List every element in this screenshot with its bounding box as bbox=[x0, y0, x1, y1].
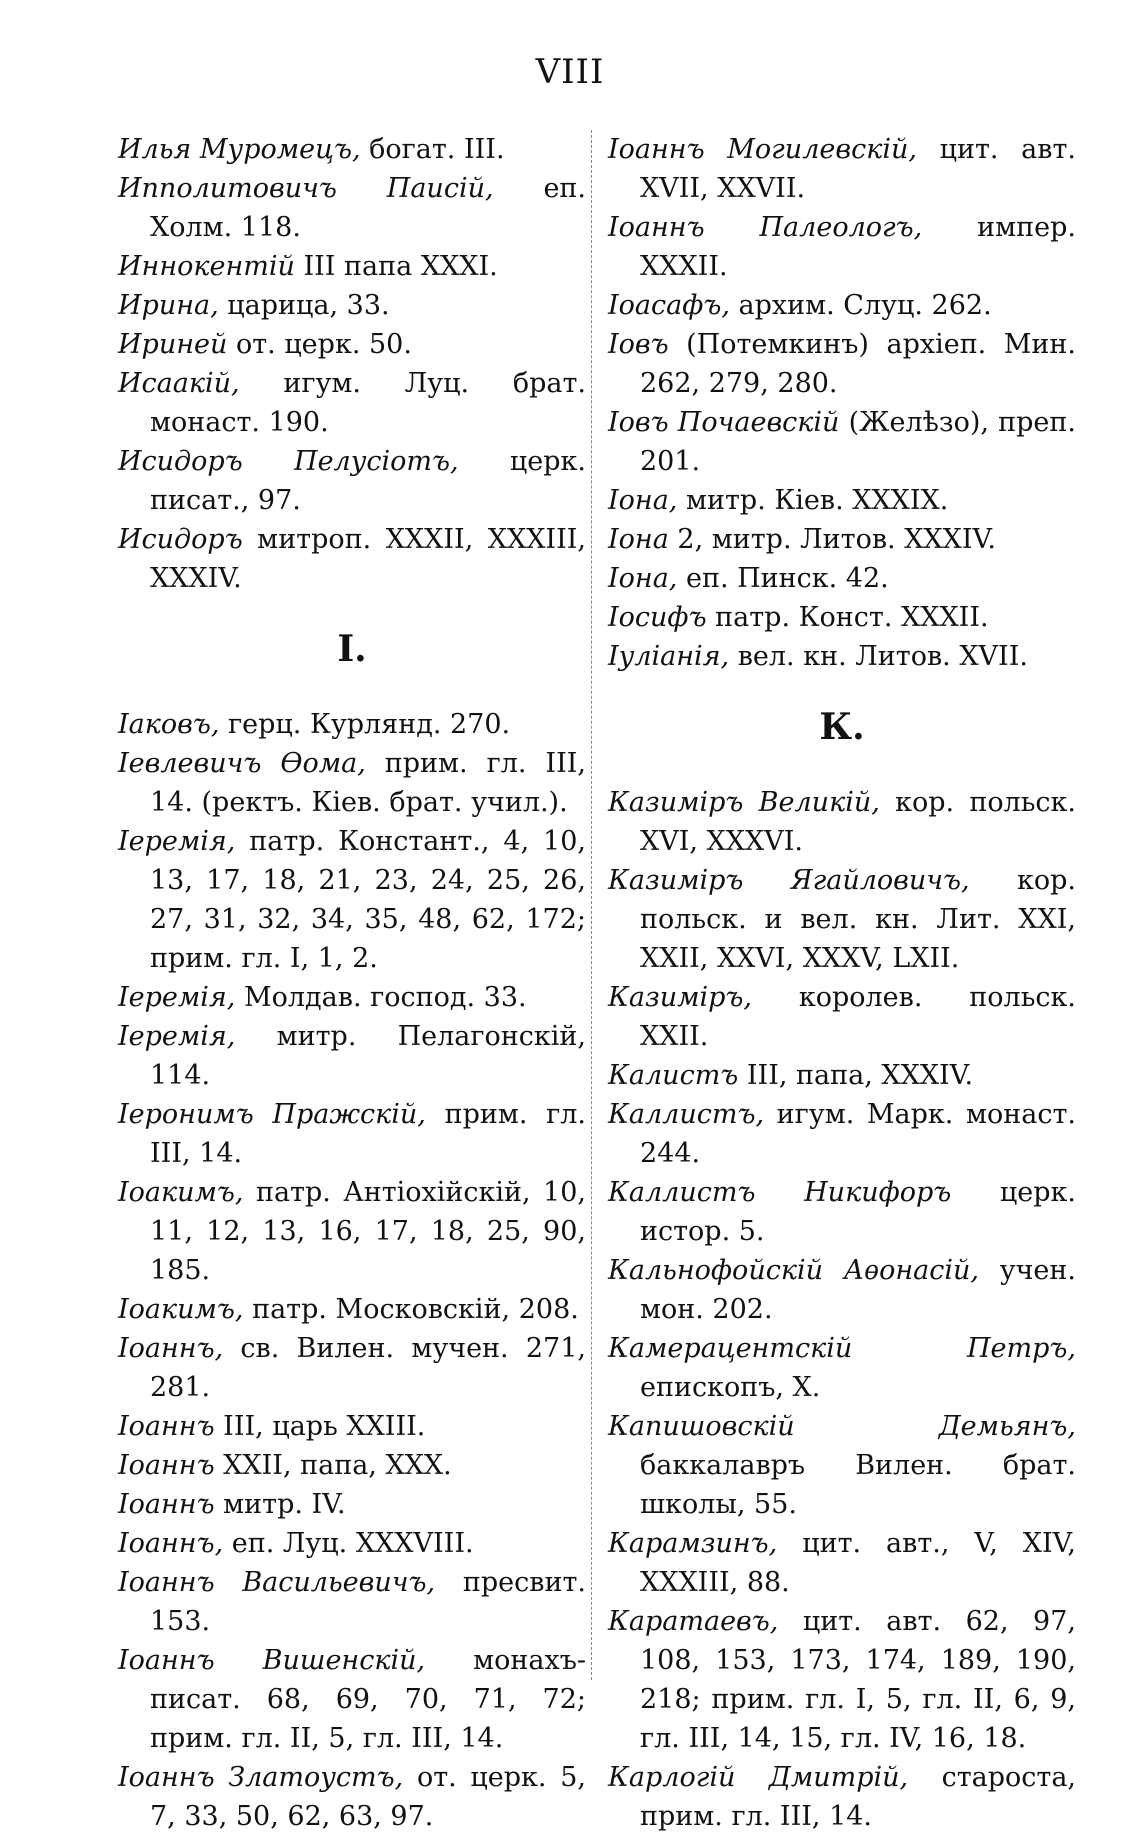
index-entry bbox=[118, 130, 586, 169]
index-entry bbox=[118, 1524, 586, 1563]
entry-references: игум. Луц. брат. монаст. 190. bbox=[150, 368, 586, 438]
entry-references: баккалавръ Вилен. брат. школы, 55. bbox=[640, 1450, 1076, 1520]
index-entry bbox=[118, 822, 586, 978]
entry-references: патр. Конст. XXXII. bbox=[706, 602, 989, 633]
entry-name: Казиміръ Ягайловичъ, bbox=[608, 865, 970, 896]
index-entry bbox=[118, 1446, 586, 1485]
entry-references: цит. авт. 62, 97, 108, 153, 173, 174, 189, 190, 218; прим. гл. I, 5, гл. II, 6, 9, гл. III, 14, 15, гл. IV, 16, 18. bbox=[640, 1606, 1076, 1754]
entry-name: Іеронимъ Пражскій, bbox=[118, 1099, 426, 1130]
entry-name: Іоаннъ bbox=[118, 1411, 215, 1442]
entry-references: пресвит. 153. bbox=[150, 1567, 586, 1637]
entry-references: королев. польск. XXII. bbox=[640, 982, 1076, 1052]
index-column-right bbox=[608, 130, 1076, 1836]
index-entry bbox=[608, 130, 1076, 208]
entry-name: Іоаннъ Могилевскій, bbox=[608, 134, 917, 165]
index-entry bbox=[118, 1563, 586, 1641]
entry-name: Іоаннъ, bbox=[118, 1333, 224, 1364]
entry-references: импер. XXXII. bbox=[640, 212, 1077, 282]
entry-references: XXII, папа, XXX. bbox=[214, 1450, 452, 1481]
entry-references: монахъ-писат. 68, 69, 70, 71, 72; прим. гл. II, 5, гл. III, 14. bbox=[150, 1645, 586, 1754]
index-entry bbox=[608, 208, 1076, 286]
entry-name: Каллистъ Никифоръ bbox=[608, 1177, 952, 1208]
entry-references: митр. Кіев. XXXIX. bbox=[677, 485, 949, 516]
entry-references: от. церк. 5, 7, 33, 50, 62, 63, 97. bbox=[150, 1762, 586, 1832]
entry-references: игум. Марк. монаст. 244. bbox=[640, 1099, 1076, 1169]
entry-name: Казиміръ, bbox=[608, 982, 752, 1013]
entry-name: Іеремія, bbox=[118, 1021, 236, 1052]
entry-name: Іоаннъ bbox=[118, 1489, 215, 1520]
entry-name: Іоаннъ bbox=[118, 1450, 215, 1481]
entry-references: еп. Холм. 118. bbox=[150, 173, 586, 243]
index-entry bbox=[608, 1407, 1076, 1524]
entry-references: (Желѣзо), преп. 201. bbox=[640, 407, 1076, 477]
index-entry bbox=[118, 364, 586, 442]
column-divider bbox=[591, 130, 592, 1680]
entry-references: еп. Пинск. 42. bbox=[677, 563, 889, 594]
entry-references: митр. IV. bbox=[214, 1489, 346, 1520]
entry-references: цит. авт., V, XIV, XXXIII, 88. bbox=[640, 1528, 1076, 1598]
index-entry bbox=[608, 978, 1076, 1056]
entry-name: Исаакій, bbox=[118, 368, 240, 399]
index-entry bbox=[118, 1641, 586, 1758]
entry-references: патр. Московскій, 208. bbox=[243, 1294, 579, 1325]
entry-name: Казиміръ Великій, bbox=[608, 787, 880, 818]
entry-references: цит. авт. XVII, XXVII. bbox=[640, 134, 1076, 204]
index-entry bbox=[118, 1095, 586, 1173]
entry-name: Іевлевичъ Ѳома, bbox=[118, 748, 366, 779]
entry-references: еп. Луц. XXXVIII. bbox=[223, 1528, 474, 1559]
index-entry bbox=[608, 637, 1076, 676]
entry-name: Карамзинъ, bbox=[608, 1528, 778, 1559]
index-entry bbox=[608, 1251, 1076, 1329]
entry-name: Ириней bbox=[118, 329, 228, 360]
index-entry bbox=[608, 286, 1076, 325]
index-entry bbox=[118, 1290, 586, 1329]
entry-references: учен. мон. 202. bbox=[640, 1255, 1076, 1325]
index-column-left bbox=[118, 130, 586, 1836]
entry-name: Іовъ Почаевскій bbox=[608, 407, 840, 438]
index-entry bbox=[118, 705, 586, 744]
index-entry bbox=[608, 861, 1076, 978]
index-entry bbox=[118, 1173, 586, 1290]
entry-references: митроп. XXXII, XXXIII, XXXIV. bbox=[150, 524, 586, 594]
entry-name: Іаковъ, bbox=[118, 709, 220, 740]
entry-references: св. Вилен. мучен. 271, 281. bbox=[150, 1333, 586, 1403]
entry-references: 2, митр. Литов. XXXIV. bbox=[668, 524, 996, 555]
index-entry bbox=[118, 1485, 586, 1524]
entry-references: митр. Пелагонскій, 114. bbox=[150, 1021, 586, 1091]
entry-references: патр. Констант., 4, 10, 13, 17, 18, 21, 23, 24, 25, 26, 27, 31, 32, 34, 35, 48, 62, 172; прим. гл. I, 1, 2. bbox=[150, 826, 586, 974]
entry-name: Іона, bbox=[608, 485, 678, 516]
index-entry bbox=[608, 481, 1076, 520]
entry-name: Іона, bbox=[608, 563, 678, 594]
entry-references: кор. польск. и вел. кн. Лит. XXI, XXII, XXVI, XXXV, LXII. bbox=[640, 865, 1076, 974]
index-entry bbox=[118, 1758, 586, 1836]
entry-references: вел. кн. Литов. XVII. bbox=[729, 641, 1028, 672]
index-entry bbox=[118, 169, 586, 247]
entry-name: Каратаевъ, bbox=[608, 1606, 779, 1637]
index-entry bbox=[118, 286, 586, 325]
entry-name: Іоакимъ, bbox=[118, 1294, 244, 1325]
index-entry bbox=[118, 247, 586, 286]
entry-references: патр. Антіохійскій, 10, 11, 12, 13, 16, 17, 18, 25, 90, 185. bbox=[150, 1177, 586, 1286]
entry-name: Іоаннъ, bbox=[118, 1528, 224, 1559]
entry-name: Калистъ bbox=[608, 1060, 739, 1091]
entry-name: Іоаннъ Палеологъ, bbox=[608, 212, 923, 243]
entry-name: Іеремія, bbox=[118, 826, 236, 857]
index-entry bbox=[118, 1329, 586, 1407]
section-letter-heading: К. bbox=[819, 706, 865, 748]
index-entry bbox=[608, 325, 1076, 403]
entry-name: Капишовскій Демьянъ, bbox=[608, 1411, 1076, 1442]
index-entry bbox=[608, 1329, 1076, 1407]
entry-name: Іуліанія, bbox=[608, 641, 730, 672]
entry-name: Карлогій Дмитрій, bbox=[608, 1762, 909, 1793]
entry-name: Іоаннъ Васильевичъ, bbox=[118, 1567, 436, 1598]
entry-references: герц. Курлянд. 270. bbox=[219, 709, 511, 740]
entry-name: Илья Муромецъ, bbox=[118, 134, 361, 165]
index-entry bbox=[118, 978, 586, 1017]
entry-references: староста, прим. гл. III, 14. bbox=[640, 1762, 1076, 1832]
entry-name: Камерацентскій Петръ, bbox=[608, 1333, 1076, 1364]
entry-references: Молдав. господ. 33. bbox=[235, 982, 527, 1013]
entry-references: III, папа, XXXIV. bbox=[738, 1060, 974, 1091]
entry-references: (Потемкинъ) архіеп. Мин. 262, 279, 280. bbox=[640, 329, 1076, 399]
entry-references: III, царь XXIII. bbox=[214, 1411, 426, 1442]
index-entry bbox=[118, 744, 586, 822]
index-entry bbox=[608, 403, 1076, 481]
entry-references: III папа XXXI. bbox=[294, 251, 498, 282]
entry-name: Кальнофойскій Аѳонасій, bbox=[608, 1255, 979, 1286]
index-entry bbox=[608, 520, 1076, 559]
page-number: VIII bbox=[535, 52, 605, 92]
index-entry bbox=[608, 783, 1076, 861]
entry-name: Каллистъ, bbox=[608, 1099, 765, 1130]
entry-references: царица, 33. bbox=[218, 290, 390, 321]
entry-references: кор. польск. XVI, XXXVI. bbox=[640, 787, 1077, 857]
entry-name: Ирина, bbox=[118, 290, 219, 321]
entry-name: Іеремія, bbox=[118, 982, 236, 1013]
section-letter-heading: І. bbox=[337, 628, 367, 670]
entry-references: церк. истор. 5. bbox=[640, 1177, 1077, 1247]
index-entry bbox=[608, 1056, 1076, 1095]
entry-references: церк. писат., 97. bbox=[150, 446, 586, 516]
entry-name: Исидоръ Пелусіотъ, bbox=[118, 446, 459, 477]
entry-references: прим. гл. III, 14. bbox=[150, 1099, 586, 1169]
entry-name: Іоакимъ, bbox=[118, 1177, 244, 1208]
entry-name: Іовъ bbox=[608, 329, 669, 360]
entry-name: Іоасафъ, bbox=[608, 290, 730, 321]
entry-references: прим. гл. III, 14. (ректъ. Кіев. брат. учил.). bbox=[150, 748, 586, 818]
index-entry bbox=[608, 598, 1076, 637]
entry-references: богат. III. bbox=[360, 134, 505, 165]
index-entry bbox=[608, 1602, 1076, 1758]
index-entry bbox=[118, 1017, 586, 1095]
entry-name: Іона bbox=[608, 524, 669, 555]
index-entry bbox=[608, 1758, 1076, 1836]
entry-name: Іоаннъ Златоустъ, bbox=[118, 1762, 404, 1793]
index-entry bbox=[608, 1173, 1076, 1251]
index-entry bbox=[118, 325, 586, 364]
entry-name: Іосифъ bbox=[608, 602, 707, 633]
entry-name: Іоаннъ Вишенскій, bbox=[118, 1645, 426, 1676]
entry-references: архим. Слуц. 262. bbox=[729, 290, 992, 321]
index-entry bbox=[118, 442, 586, 520]
entry-references: от. церк. 50. bbox=[227, 329, 412, 360]
entry-name: Ипполитовичъ Паисій, bbox=[118, 173, 494, 204]
index-entry bbox=[608, 1524, 1076, 1602]
entry-name: Исидоръ bbox=[118, 524, 243, 555]
index-entry bbox=[118, 520, 586, 598]
index-entry bbox=[608, 1095, 1076, 1173]
index-entry bbox=[118, 1407, 586, 1446]
entry-references: епископъ, X. bbox=[640, 1372, 821, 1403]
index-entry bbox=[608, 559, 1076, 598]
entry-name: Иннокентій bbox=[118, 251, 295, 282]
